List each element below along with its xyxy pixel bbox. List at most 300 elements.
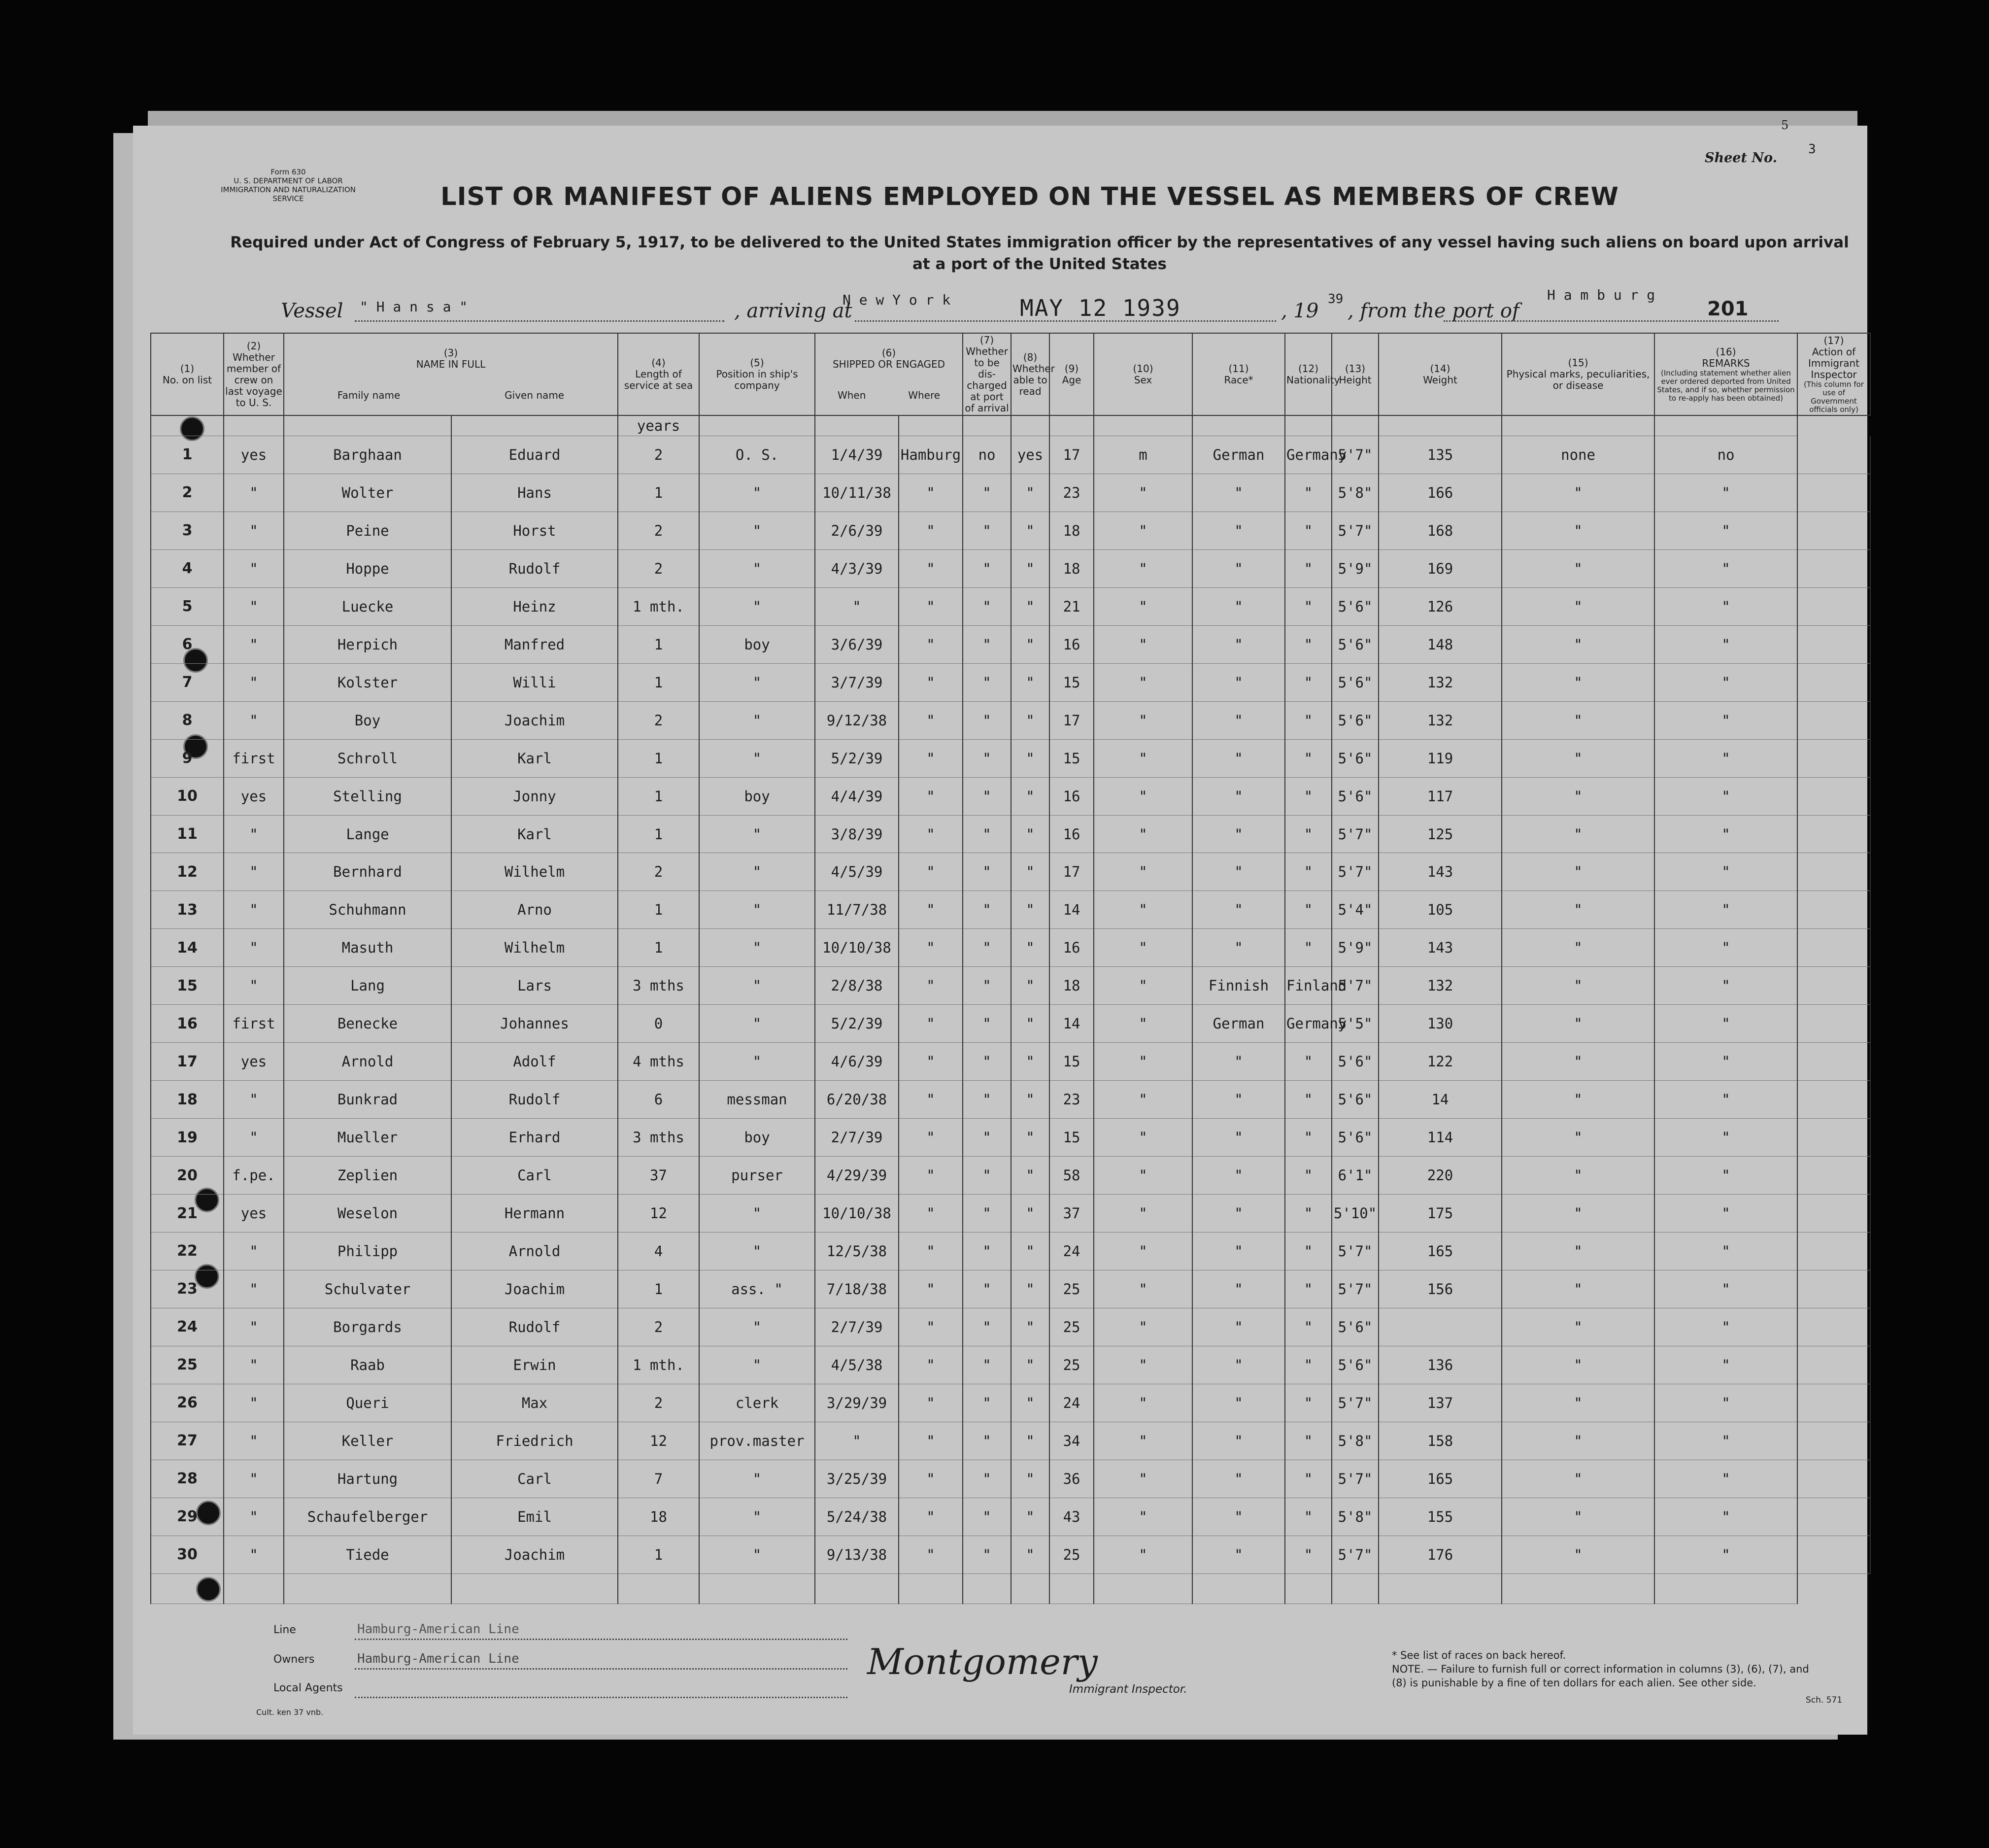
cell-inspector-action <box>1797 1119 1870 1157</box>
cell-nationality: " <box>1285 1232 1332 1270</box>
cell-height: 5'6" <box>1332 739 1379 777</box>
cell-position: " <box>699 853 815 891</box>
table-row <box>151 967 1870 1005</box>
cell-prev: " <box>224 1536 284 1574</box>
cell-given: Joachim <box>451 701 618 739</box>
cell-sex: " <box>1094 815 1192 853</box>
cell-height: 5'9" <box>1332 929 1379 967</box>
cell-height: 5'6" <box>1332 1119 1379 1157</box>
cell-where: " <box>899 1043 963 1081</box>
cell-height: 5'7" <box>1332 1232 1379 1270</box>
cell-sex: " <box>1094 1536 1192 1574</box>
cell-remarks: " <box>1654 1346 1797 1384</box>
cell-weight: 143 <box>1379 853 1502 891</box>
cell-prev: " <box>224 1384 284 1422</box>
table-row <box>151 1005 1870 1043</box>
cell-no: 22 <box>151 1232 224 1270</box>
cell-discharged: " <box>963 1005 1011 1043</box>
cell-race: " <box>1192 1119 1285 1157</box>
cell-race: " <box>1192 891 1285 929</box>
cell-prev: yes <box>224 1195 284 1232</box>
cell-remarks: " <box>1654 1081 1797 1119</box>
cell-given: Carl <box>451 1157 618 1195</box>
cell-marks: " <box>1502 701 1654 739</box>
cell-where: " <box>899 663 963 701</box>
cell-service: 1 <box>618 777 699 815</box>
cell-family: Peine <box>284 512 451 549</box>
cell-service: 1 <box>618 891 699 929</box>
crew-manifest-table <box>150 333 1871 1604</box>
cell-age: 18 <box>1049 549 1094 587</box>
cell-weight: 135 <box>1379 436 1502 474</box>
table-row <box>151 1460 1870 1498</box>
cell-family: Hoppe <box>284 549 451 587</box>
cell-weight: 220 <box>1379 1157 1502 1195</box>
cell-race: " <box>1192 512 1285 549</box>
table-row <box>151 436 1870 474</box>
cell-when: 3/8/39 <box>815 815 899 853</box>
year-label: , 19 <box>1281 300 1319 322</box>
cell-prev: " <box>224 1308 284 1346</box>
col-header: (8) Whether able to read <box>1011 333 1049 415</box>
year-suffix: 39 <box>1328 292 1344 307</box>
table-row <box>151 549 1870 587</box>
cell-family: Schroll <box>284 739 451 777</box>
cell-family: Stelling <box>284 777 451 815</box>
cell-prev: " <box>224 512 284 549</box>
cell-read: " <box>1011 777 1049 815</box>
cell-no: 26 <box>151 1384 224 1422</box>
cell-marks: " <box>1502 1498 1654 1536</box>
cell-height: 5'6" <box>1332 701 1379 739</box>
cell-nationality: " <box>1285 549 1332 587</box>
cell-read: " <box>1011 1157 1049 1195</box>
cell-inspector-action <box>1797 549 1870 587</box>
cell-sex: m <box>1094 436 1192 474</box>
unit-row <box>151 415 1870 436</box>
cell-height: 5'6" <box>1332 625 1379 663</box>
cell-service: 18 <box>618 1498 699 1536</box>
cell-remarks: " <box>1654 587 1797 625</box>
cell-given: Karl <box>451 739 618 777</box>
vessel-label: Vessel <box>281 300 343 322</box>
cell-given: Hermann <box>451 1195 618 1232</box>
cell-family: Wolter <box>284 474 451 512</box>
cell-service: 0 <box>618 1005 699 1043</box>
cell-given: Adolf <box>451 1043 618 1081</box>
cell-age: 16 <box>1049 929 1094 967</box>
corner-number: 5 <box>1781 118 1789 132</box>
cell-service: 1 <box>618 474 699 512</box>
cell-read: " <box>1011 1536 1049 1574</box>
cell-prev: yes <box>224 1043 284 1081</box>
table-row <box>151 891 1870 929</box>
cell-age: 16 <box>1049 815 1094 853</box>
cell-remarks: " <box>1654 815 1797 853</box>
cell-inspector-action <box>1797 1460 1870 1498</box>
cell-when: 4/6/39 <box>815 1043 899 1081</box>
cell-prev: " <box>224 929 284 967</box>
cell-height: 5'7" <box>1332 853 1379 891</box>
agents-label: Local Agents <box>273 1682 343 1694</box>
cell-height: 5'6" <box>1332 663 1379 701</box>
cell-where: " <box>899 549 963 587</box>
cell-marks: " <box>1502 663 1654 701</box>
cell-age: 23 <box>1049 1081 1094 1119</box>
cell-age: 24 <box>1049 1232 1094 1270</box>
cult-note: Cult. ken 37 vnb. <box>256 1708 324 1717</box>
cell-prev: " <box>224 701 284 739</box>
cell-remarks: " <box>1654 1460 1797 1498</box>
cell-inspector-action <box>1797 1081 1870 1119</box>
cell-age: 15 <box>1049 663 1094 701</box>
cell-no: 23 <box>151 1270 224 1308</box>
inspector-signature: Montgomery <box>867 1641 1098 1682</box>
cell-sex: " <box>1094 587 1192 625</box>
cell-discharged: " <box>963 625 1011 663</box>
cell-age: 17 <box>1049 436 1094 474</box>
cell-inspector-action <box>1797 701 1870 739</box>
cell-when: 5/2/39 <box>815 739 899 777</box>
cell-inspector-action <box>1797 625 1870 663</box>
cell-discharged: " <box>963 1157 1011 1195</box>
cell-position: boy <box>699 777 815 815</box>
cell-marks: " <box>1502 1119 1654 1157</box>
cell-where: " <box>899 777 963 815</box>
cell-remarks: " <box>1654 891 1797 929</box>
cell-height: 5'8" <box>1332 1422 1379 1460</box>
cell-nationality: " <box>1285 853 1332 891</box>
cell-height: 5'6" <box>1332 1043 1379 1081</box>
cell-height: 5'7" <box>1332 436 1379 474</box>
cell-family: Kolster <box>284 663 451 701</box>
cell-read: " <box>1011 663 1049 701</box>
cell-no: 16 <box>151 1005 224 1043</box>
cell-where: " <box>899 1005 963 1043</box>
cell-height: 5'6" <box>1332 777 1379 815</box>
cell-prev: first <box>224 1005 284 1043</box>
table-row <box>151 1119 1870 1157</box>
cell-when: 5/24/38 <box>815 1498 899 1536</box>
cell-family: Luecke <box>284 587 451 625</box>
cell-given: Rudolf <box>451 1308 618 1346</box>
cell-inspector-action <box>1797 512 1870 549</box>
cell-family: Bunkrad <box>284 1081 451 1119</box>
cell-given: Rudolf <box>451 549 618 587</box>
cell-service: 2 <box>618 549 699 587</box>
cell-read: " <box>1011 1346 1049 1384</box>
cell-service: 7 <box>618 1460 699 1498</box>
cell-height: 5'8" <box>1332 474 1379 512</box>
cell-weight: 148 <box>1379 625 1502 663</box>
cell-prev: f.pe. <box>224 1157 284 1195</box>
table-row <box>151 1195 1870 1232</box>
cell-service: 1 <box>618 815 699 853</box>
cell-nationality: " <box>1285 815 1332 853</box>
cell-family: Tiede <box>284 1536 451 1574</box>
cell-when: 2/7/39 <box>815 1308 899 1346</box>
cell-age: 15 <box>1049 1043 1094 1081</box>
cell-age: 43 <box>1049 1498 1094 1536</box>
cell-when: 10/11/38 <box>815 474 899 512</box>
cell-discharged: " <box>963 1422 1011 1460</box>
cell-discharged: " <box>963 1346 1011 1384</box>
cell-given: Wilhelm <box>451 853 618 891</box>
cell-where: " <box>899 929 963 967</box>
cell-age: 16 <box>1049 625 1094 663</box>
cell-nationality: " <box>1285 1308 1332 1346</box>
cell-sex: " <box>1094 1384 1192 1422</box>
cell-family: Lang <box>284 967 451 1005</box>
cell-race: " <box>1192 1270 1285 1308</box>
cell-sex: " <box>1094 1081 1192 1119</box>
table-row <box>151 587 1870 625</box>
cell-sex: " <box>1094 853 1192 891</box>
cell-weight: 117 <box>1379 777 1502 815</box>
cell-weight: 155 <box>1379 1498 1502 1536</box>
cell-weight: 137 <box>1379 1384 1502 1422</box>
cell-where: Hamburg <box>899 436 963 474</box>
cell-race: " <box>1192 739 1285 777</box>
table-row <box>151 1536 1870 1574</box>
cell-nationality: " <box>1285 625 1332 663</box>
cell-inspector-action <box>1797 1384 1870 1422</box>
cell-given: Heinz <box>451 587 618 625</box>
cell-when: 6/20/38 <box>815 1081 899 1119</box>
cell-race: " <box>1192 1081 1285 1119</box>
cell-where: " <box>899 739 963 777</box>
cell-sex: " <box>1094 739 1192 777</box>
cell-marks: " <box>1502 1346 1654 1384</box>
cell-sex: " <box>1094 1346 1192 1384</box>
col-header: (1) No. on list <box>151 333 224 415</box>
cell-when: 2/6/39 <box>815 512 899 549</box>
cell-marks: " <box>1502 967 1654 1005</box>
cell-read: " <box>1011 1422 1049 1460</box>
cell-inspector-action <box>1797 1195 1870 1232</box>
cell-remarks: " <box>1654 1119 1797 1157</box>
cell-height: 5'10" <box>1332 1195 1379 1232</box>
owners-label: Owners <box>273 1653 315 1666</box>
cell-sex: " <box>1094 1460 1192 1498</box>
cell-where: " <box>899 967 963 1005</box>
cell-position: " <box>699 1195 815 1232</box>
cell-service: 2 <box>618 1384 699 1422</box>
cell-remarks: " <box>1654 967 1797 1005</box>
cell-weight: 114 <box>1379 1119 1502 1157</box>
footnote-races: * See list of races on back hereof. <box>1392 1649 1566 1661</box>
cell-nationality: " <box>1285 663 1332 701</box>
inspector-label: Immigrant Inspector. <box>1069 1683 1187 1696</box>
cell-position: " <box>699 549 815 587</box>
cell-remarks: " <box>1654 1232 1797 1270</box>
col-header: (5) Position in ship's company <box>699 333 815 415</box>
cell-height: 5'6" <box>1332 1081 1379 1119</box>
cell-age: 21 <box>1049 587 1094 625</box>
col-header: (6) SHIPPED OR ENGAGED When Where <box>815 333 963 415</box>
cell-where: " <box>899 1498 963 1536</box>
col-header: (17) Action of Immigrant Inspector (This column for use of Government officials only) <box>1797 333 1870 415</box>
cell-given: Willi <box>451 663 618 701</box>
cell-no: 1 <box>151 436 224 474</box>
cell-position: " <box>699 1536 815 1574</box>
cell-given: Erhard <box>451 1119 618 1157</box>
table-row <box>151 1270 1870 1308</box>
table-row <box>151 701 1870 739</box>
table-row <box>151 512 1870 549</box>
cell-given: Horst <box>451 512 618 549</box>
cell-read: " <box>1011 1460 1049 1498</box>
cell-marks: " <box>1502 853 1654 891</box>
cell-age: 14 <box>1049 1005 1094 1043</box>
cell-nationality: " <box>1285 1346 1332 1384</box>
cell-discharged: " <box>963 967 1011 1005</box>
cell-given: Eduard <box>451 436 618 474</box>
cell-where: " <box>899 701 963 739</box>
service-unit: years <box>618 415 699 436</box>
cell-remarks: " <box>1654 701 1797 739</box>
cell-read: " <box>1011 967 1049 1005</box>
cell-prev: " <box>224 815 284 853</box>
cell-nationality: " <box>1285 1081 1332 1119</box>
cell-when: 11/7/38 <box>815 891 899 929</box>
cell-service: 1 mth. <box>618 587 699 625</box>
arriving-label: , arriving at <box>734 300 852 322</box>
cell-marks: " <box>1502 739 1654 777</box>
cell-discharged: " <box>963 1119 1011 1157</box>
cell-race: " <box>1192 1498 1285 1536</box>
cell-inspector-action <box>1797 663 1870 701</box>
cell-service: 1 <box>618 663 699 701</box>
cell-race: " <box>1192 1346 1285 1384</box>
cell-remarks: no <box>1654 436 1797 474</box>
cell-age: 23 <box>1049 474 1094 512</box>
cell-position: " <box>699 1308 815 1346</box>
cell-position: " <box>699 701 815 739</box>
cell-where: " <box>899 474 963 512</box>
table-row <box>151 815 1870 853</box>
cell-family: Lange <box>284 815 451 853</box>
cell-no: 21 <box>151 1195 224 1232</box>
table-row <box>151 663 1870 701</box>
cell-prev: " <box>224 587 284 625</box>
cell-inspector-action <box>1797 891 1870 929</box>
cell-marks: " <box>1502 929 1654 967</box>
cell-service: 1 <box>618 739 699 777</box>
cell-nationality: Finland <box>1285 967 1332 1005</box>
cell-nationality: " <box>1285 512 1332 549</box>
cell-position: " <box>699 1005 815 1043</box>
cell-when: 4/29/39 <box>815 1157 899 1195</box>
cell-position: " <box>699 815 815 853</box>
cell-height: 5'7" <box>1332 1384 1379 1422</box>
cell-nationality: " <box>1285 1498 1332 1536</box>
cell-when: 4/5/39 <box>815 853 899 891</box>
cell-read: " <box>1011 512 1049 549</box>
cell-prev: yes <box>224 436 284 474</box>
cell-inspector-action <box>1797 853 1870 891</box>
cell-remarks: " <box>1654 777 1797 815</box>
cell-prev: " <box>224 625 284 663</box>
cell-weight: 143 <box>1379 929 1502 967</box>
cell-remarks: " <box>1654 1270 1797 1308</box>
cell-race: " <box>1192 625 1285 663</box>
cell-remarks: " <box>1654 1157 1797 1195</box>
cell-discharged: " <box>963 1043 1011 1081</box>
cell-inspector-action <box>1797 1005 1870 1043</box>
cell-when: 5/2/39 <box>815 1005 899 1043</box>
cell-discharged: no <box>963 436 1011 474</box>
cell-age: 25 <box>1049 1270 1094 1308</box>
cell-position: " <box>699 1232 815 1270</box>
cell-service: 2 <box>618 512 699 549</box>
cell-discharged: " <box>963 853 1011 891</box>
cell-sex: " <box>1094 1043 1192 1081</box>
cell-sex: " <box>1094 1119 1192 1157</box>
cell-marks: " <box>1502 777 1654 815</box>
cell-nationality: Germany <box>1285 436 1332 474</box>
cell-weight: 122 <box>1379 1043 1502 1081</box>
cell-given: Emil <box>451 1498 618 1536</box>
cell-family: Hartung <box>284 1460 451 1498</box>
cell-position: " <box>699 1346 815 1384</box>
cell-service: 4 <box>618 1232 699 1270</box>
cell-race: " <box>1192 815 1285 853</box>
cell-height: 5'4" <box>1332 891 1379 929</box>
cell-inspector-action <box>1797 474 1870 512</box>
cell-race: " <box>1192 1232 1285 1270</box>
cell-family: Boy <box>284 701 451 739</box>
cell-marks: " <box>1502 625 1654 663</box>
cell-no: 17 <box>151 1043 224 1081</box>
cell-remarks: " <box>1654 549 1797 587</box>
table-row <box>151 777 1870 815</box>
cell-height: 5'6" <box>1332 1308 1379 1346</box>
cell-age: 17 <box>1049 701 1094 739</box>
cell-position: " <box>699 1043 815 1081</box>
cell-nationality: " <box>1285 701 1332 739</box>
cell-discharged: " <box>963 512 1011 549</box>
cell-position: " <box>699 929 815 967</box>
cell-position: purser <box>699 1157 815 1195</box>
cell-sex: " <box>1094 1270 1192 1308</box>
cell-position: " <box>699 587 815 625</box>
cell-no: 20 <box>151 1157 224 1195</box>
cell-read: " <box>1011 815 1049 853</box>
cell-read: " <box>1011 891 1049 929</box>
cell-service: 2 <box>618 701 699 739</box>
cell-marks: " <box>1502 1536 1654 1574</box>
cell-when: 9/12/38 <box>815 701 899 739</box>
cell-no: 10 <box>151 777 224 815</box>
cell-inspector-action <box>1797 1157 1870 1195</box>
col-header: (16) REMARKS (Including statement whether alien ever ordered deported from United States, and if so, whether permission to re-apply has been obtained) <box>1654 333 1797 415</box>
cell-no: 4 <box>151 549 224 587</box>
cell-prev: " <box>224 1232 284 1270</box>
cell-marks: " <box>1502 474 1654 512</box>
cell-discharged: " <box>963 701 1011 739</box>
cell-marks: " <box>1502 891 1654 929</box>
cell-when: " <box>815 587 899 625</box>
cell-prev: yes <box>224 777 284 815</box>
cell-where: " <box>899 1422 963 1460</box>
cell-marks: " <box>1502 1460 1654 1498</box>
schedule-number: Sch. 571 <box>1806 1695 1843 1705</box>
cell-given: Friedrich <box>451 1422 618 1460</box>
cell-service: 3 mths <box>618 967 699 1005</box>
cell-position: " <box>699 474 815 512</box>
cell-height: 5'7" <box>1332 512 1379 549</box>
